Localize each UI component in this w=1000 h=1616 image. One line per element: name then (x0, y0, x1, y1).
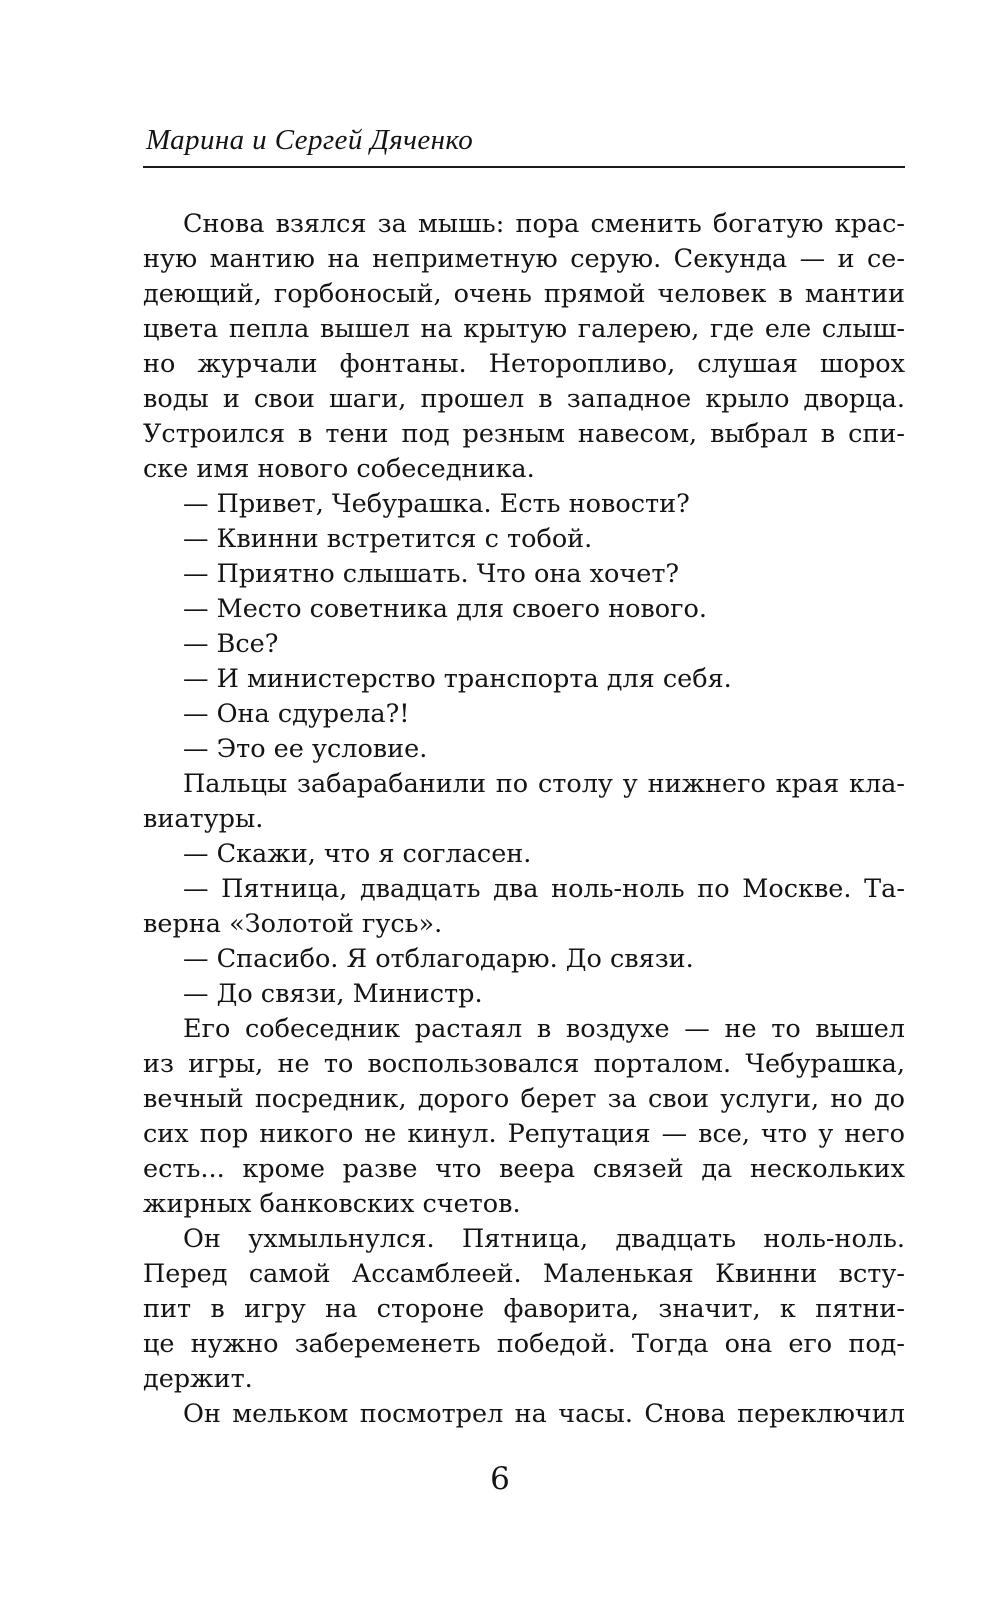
dialogue-line: — До связи, Министр. (183, 979, 483, 1009)
text-line: виатуры. (143, 804, 264, 834)
text-line: Он ухмыльнулся. Пятница, двадцать ноль-ноль. (183, 1224, 905, 1254)
dialogue-line: — Это ее условие. (183, 734, 428, 764)
dialogue-line: — Приятно слышать. Что она хочет? (183, 559, 680, 589)
dialogue-line: — Все? (183, 629, 279, 659)
text-line: цвета пепла вышел на крытую галерею, где еле слыш- (143, 314, 905, 344)
dialogue-line: — И министерство транспорта для себя. (183, 664, 732, 694)
text-line: воды и свои шаги, прошел в западное крыло дворца. (143, 384, 905, 414)
text-body (143, 207, 905, 1432)
text-line: сих пор никого не кинул. Репутация — все, что у него (143, 1119, 905, 1149)
text-line: Он мельком посмотрел на часы. Снова переключил (183, 1399, 905, 1429)
text-line: пит в игру на стороне фаворита, значит, к пятни- (143, 1294, 905, 1324)
text-line: жирных банковских счетов. (143, 1189, 521, 1219)
text-line: держит. (143, 1364, 253, 1394)
dialogue-line: — Она сдурела?! (183, 699, 410, 729)
text-line: но журчали фонтаны. Неторопливо, слушая шорох (143, 349, 905, 379)
dialogue-line: — Пятница, двадцать два ноль-ноль по Москве. Та- (183, 874, 905, 904)
text-line: ную мантию на неприметную серую. Секунда — и се- (143, 244, 905, 274)
text-line: ске имя нового собеседника. (143, 454, 535, 484)
text-line: верна «Золотой гусь». (143, 909, 443, 939)
text-line: деющий, горбоносый, очень прямой человек в мантии (143, 279, 905, 309)
text-line: Его собеседник растаял в воздухе — не то вышел (183, 1014, 905, 1044)
text-line: вечный посредник, дорого берет за свои услуги, но до (143, 1084, 905, 1114)
text-line: Перед самой Ассамблеей. Маленькая Квинни всту- (143, 1259, 905, 1289)
dialogue-line: — Квинни встретится с тобой. (183, 524, 593, 554)
text-line: Устроился в тени под резным навесом, выбрал в спи- (143, 419, 905, 449)
page-number: 6 (490, 1461, 510, 1497)
dialogue-line: — Место советника для своего нового. (183, 594, 707, 624)
dialogue-line: — Спасибо. Я отблагодарю. До связи. (183, 944, 694, 974)
dialogue-line: — Скажи, что я согласен. (183, 839, 532, 869)
text-line: из игры, не то воспользовался порталом. Чебурашка, (143, 1049, 905, 1079)
text-line: Пальцы забарабанили по столу у нижнего края кла- (183, 769, 905, 799)
dialogue-line: — Привет, Чебурашка. Есть новости? (183, 489, 690, 519)
text-line: Снова взялся за мышь: пора сменить богатую крас- (183, 209, 905, 239)
text-line: це нужно забеременеть победой. Тогда она его под- (143, 1329, 905, 1359)
text-line: есть... кроме разве что веера связей да нескольких (143, 1154, 905, 1184)
running-head (143, 118, 905, 168)
running-head-title: Марина и Сергей Дяченко (146, 124, 474, 156)
